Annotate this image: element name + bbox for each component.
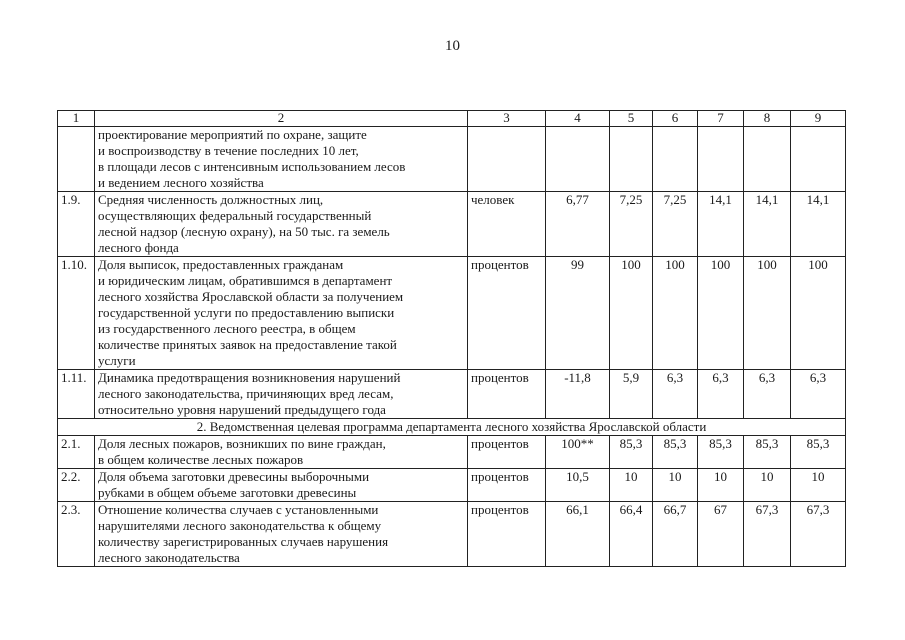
row-number: 1.11.: [58, 370, 95, 419]
row-number: 1.9.: [58, 192, 95, 257]
description-line: Доля объема заготовки древесины выборочными: [98, 469, 370, 484]
indicator-description: [95, 257, 468, 370]
value-cell: 10,5: [546, 469, 610, 502]
description-line: количестве принятых заявок на предоставление такой: [98, 337, 397, 352]
table-row: [58, 192, 846, 257]
description-line: рубками в общем объеме заготовки древесины: [98, 485, 357, 500]
value-cell: 100: [791, 257, 846, 370]
description-line: из государственного лесного реестра, в общем: [98, 321, 356, 336]
description-line: проектирование мероприятий по охране, защите: [98, 127, 367, 142]
table-body: [58, 111, 846, 567]
unit-cell: человек: [468, 192, 546, 257]
value-cell: 10: [744, 469, 791, 502]
description-line: Динамика предотвращения возникновения нарушений: [98, 370, 401, 385]
value-cell: 14,1: [744, 192, 791, 257]
header-cell: 5: [610, 111, 653, 127]
table-row: [58, 502, 846, 567]
description-line: и ведением лесного хозяйства: [98, 175, 264, 190]
row-number: 2.2.: [58, 469, 95, 502]
description-line: лесной надзор (лесную охрану), на 50 тыс. га земель: [98, 224, 390, 239]
value-cell: 100: [653, 257, 698, 370]
value-cell: 10: [698, 469, 744, 502]
value-cell: 7,25: [653, 192, 698, 257]
unit-cell: процентов: [468, 469, 546, 502]
table-header-row: [58, 111, 846, 127]
description-line: количеству зарегистрированных случаев нарушения: [98, 534, 389, 549]
header-cell: 4: [546, 111, 610, 127]
value-cell: 6,77: [546, 192, 610, 257]
value-cell: 85,3: [744, 436, 791, 469]
value-cell: 99: [546, 257, 610, 370]
value-cell: 10: [610, 469, 653, 502]
table-row: [58, 436, 846, 469]
page-number: 10: [445, 38, 460, 54]
value-cell: 66,7: [653, 502, 698, 567]
description-line: относительно уровня нарушений предыдущего года: [98, 402, 386, 417]
header-cell: 8: [744, 111, 791, 127]
value-cell: 67: [698, 502, 744, 567]
value-cell: [546, 127, 610, 192]
value-cell: 6,3: [653, 370, 698, 419]
description-line: нарушителями лесного законодательства к общему: [98, 518, 382, 533]
indicator-description: [95, 436, 468, 469]
value-cell: 66,4: [610, 502, 653, 567]
indicator-description: [95, 469, 468, 502]
value-cell: [698, 127, 744, 192]
header-cell: 3: [468, 111, 546, 127]
description-line: Средняя численность должностных лиц,: [98, 192, 324, 207]
unit-cell: процентов: [468, 257, 546, 370]
header-cell: 6: [653, 111, 698, 127]
row-number: 2.3.: [58, 502, 95, 567]
description-line: в общем количестве лесных пожаров: [98, 452, 304, 467]
value-cell: 100: [744, 257, 791, 370]
indicator-description: [95, 192, 468, 257]
value-cell: 6,3: [698, 370, 744, 419]
value-cell: 66,1: [546, 502, 610, 567]
header-cell: 7: [698, 111, 744, 127]
unit-cell: процентов: [468, 370, 546, 419]
value-cell: 5,9: [610, 370, 653, 419]
description-line: лесного законодательства: [98, 550, 240, 565]
value-cell: [653, 127, 698, 192]
row-number: [58, 127, 95, 192]
section-title: 2. Ведомственная целевая программа департамента лесного хозяйства Ярославской области: [58, 419, 846, 436]
section-row: [58, 419, 846, 436]
value-cell: 10: [791, 469, 846, 502]
value-cell: -11,8: [546, 370, 610, 419]
value-cell: [744, 127, 791, 192]
description-line: услуги: [98, 353, 136, 368]
header-cell: 1: [58, 111, 95, 127]
value-cell: 100: [698, 257, 744, 370]
header-cell: 2: [95, 111, 468, 127]
value-cell: 6,3: [791, 370, 846, 419]
value-cell: 67,3: [791, 502, 846, 567]
description-line: осуществляющих федеральный государственный: [98, 208, 372, 223]
table-row: [58, 469, 846, 502]
value-cell: [610, 127, 653, 192]
description-line: Отношение количества случаев с установленными: [98, 502, 379, 517]
value-cell: 14,1: [698, 192, 744, 257]
header-cell: 9: [791, 111, 846, 127]
value-cell: 6,3: [744, 370, 791, 419]
description-line: Доля выписок, предоставленных гражданам: [98, 257, 344, 272]
unit-cell: процентов: [468, 502, 546, 567]
unit-cell: процентов: [468, 436, 546, 469]
value-cell: 100: [610, 257, 653, 370]
indicator-description: [95, 370, 468, 419]
unit-cell: [468, 127, 546, 192]
table-row: [58, 127, 846, 192]
table-row: [58, 370, 846, 419]
description-line: и воспроизводству в течение последних 10 лет,: [98, 143, 359, 158]
description-line: и юридическим лицам, обратившимся в департамент: [98, 273, 393, 288]
value-cell: 67,3: [744, 502, 791, 567]
description-line: в площади лесов с интенсивным использованием лесов: [98, 159, 406, 174]
indicators-table: [57, 110, 846, 567]
value-cell: 100**: [546, 436, 610, 469]
indicator-description: [95, 127, 468, 192]
table-row: [58, 257, 846, 370]
value-cell: 85,3: [653, 436, 698, 469]
value-cell: 85,3: [610, 436, 653, 469]
description-line: государственной услуги по предоставлению выписки: [98, 305, 395, 320]
value-cell: 85,3: [791, 436, 846, 469]
row-number: 2.1.: [58, 436, 95, 469]
row-number: 1.10.: [58, 257, 95, 370]
indicator-description: [95, 502, 468, 567]
description-line: Доля лесных пожаров, возникших по вине граждан,: [98, 436, 386, 451]
value-cell: 85,3: [698, 436, 744, 469]
value-cell: [791, 127, 846, 192]
description-line: лесного законодательства, причиняющих вред лесам,: [98, 386, 394, 401]
value-cell: 10: [653, 469, 698, 502]
value-cell: 14,1: [791, 192, 846, 257]
value-cell: 7,25: [610, 192, 653, 257]
description-line: лесного фонда: [98, 240, 179, 255]
description-line: лесного хозяйства Ярославской области за получением: [98, 289, 404, 304]
